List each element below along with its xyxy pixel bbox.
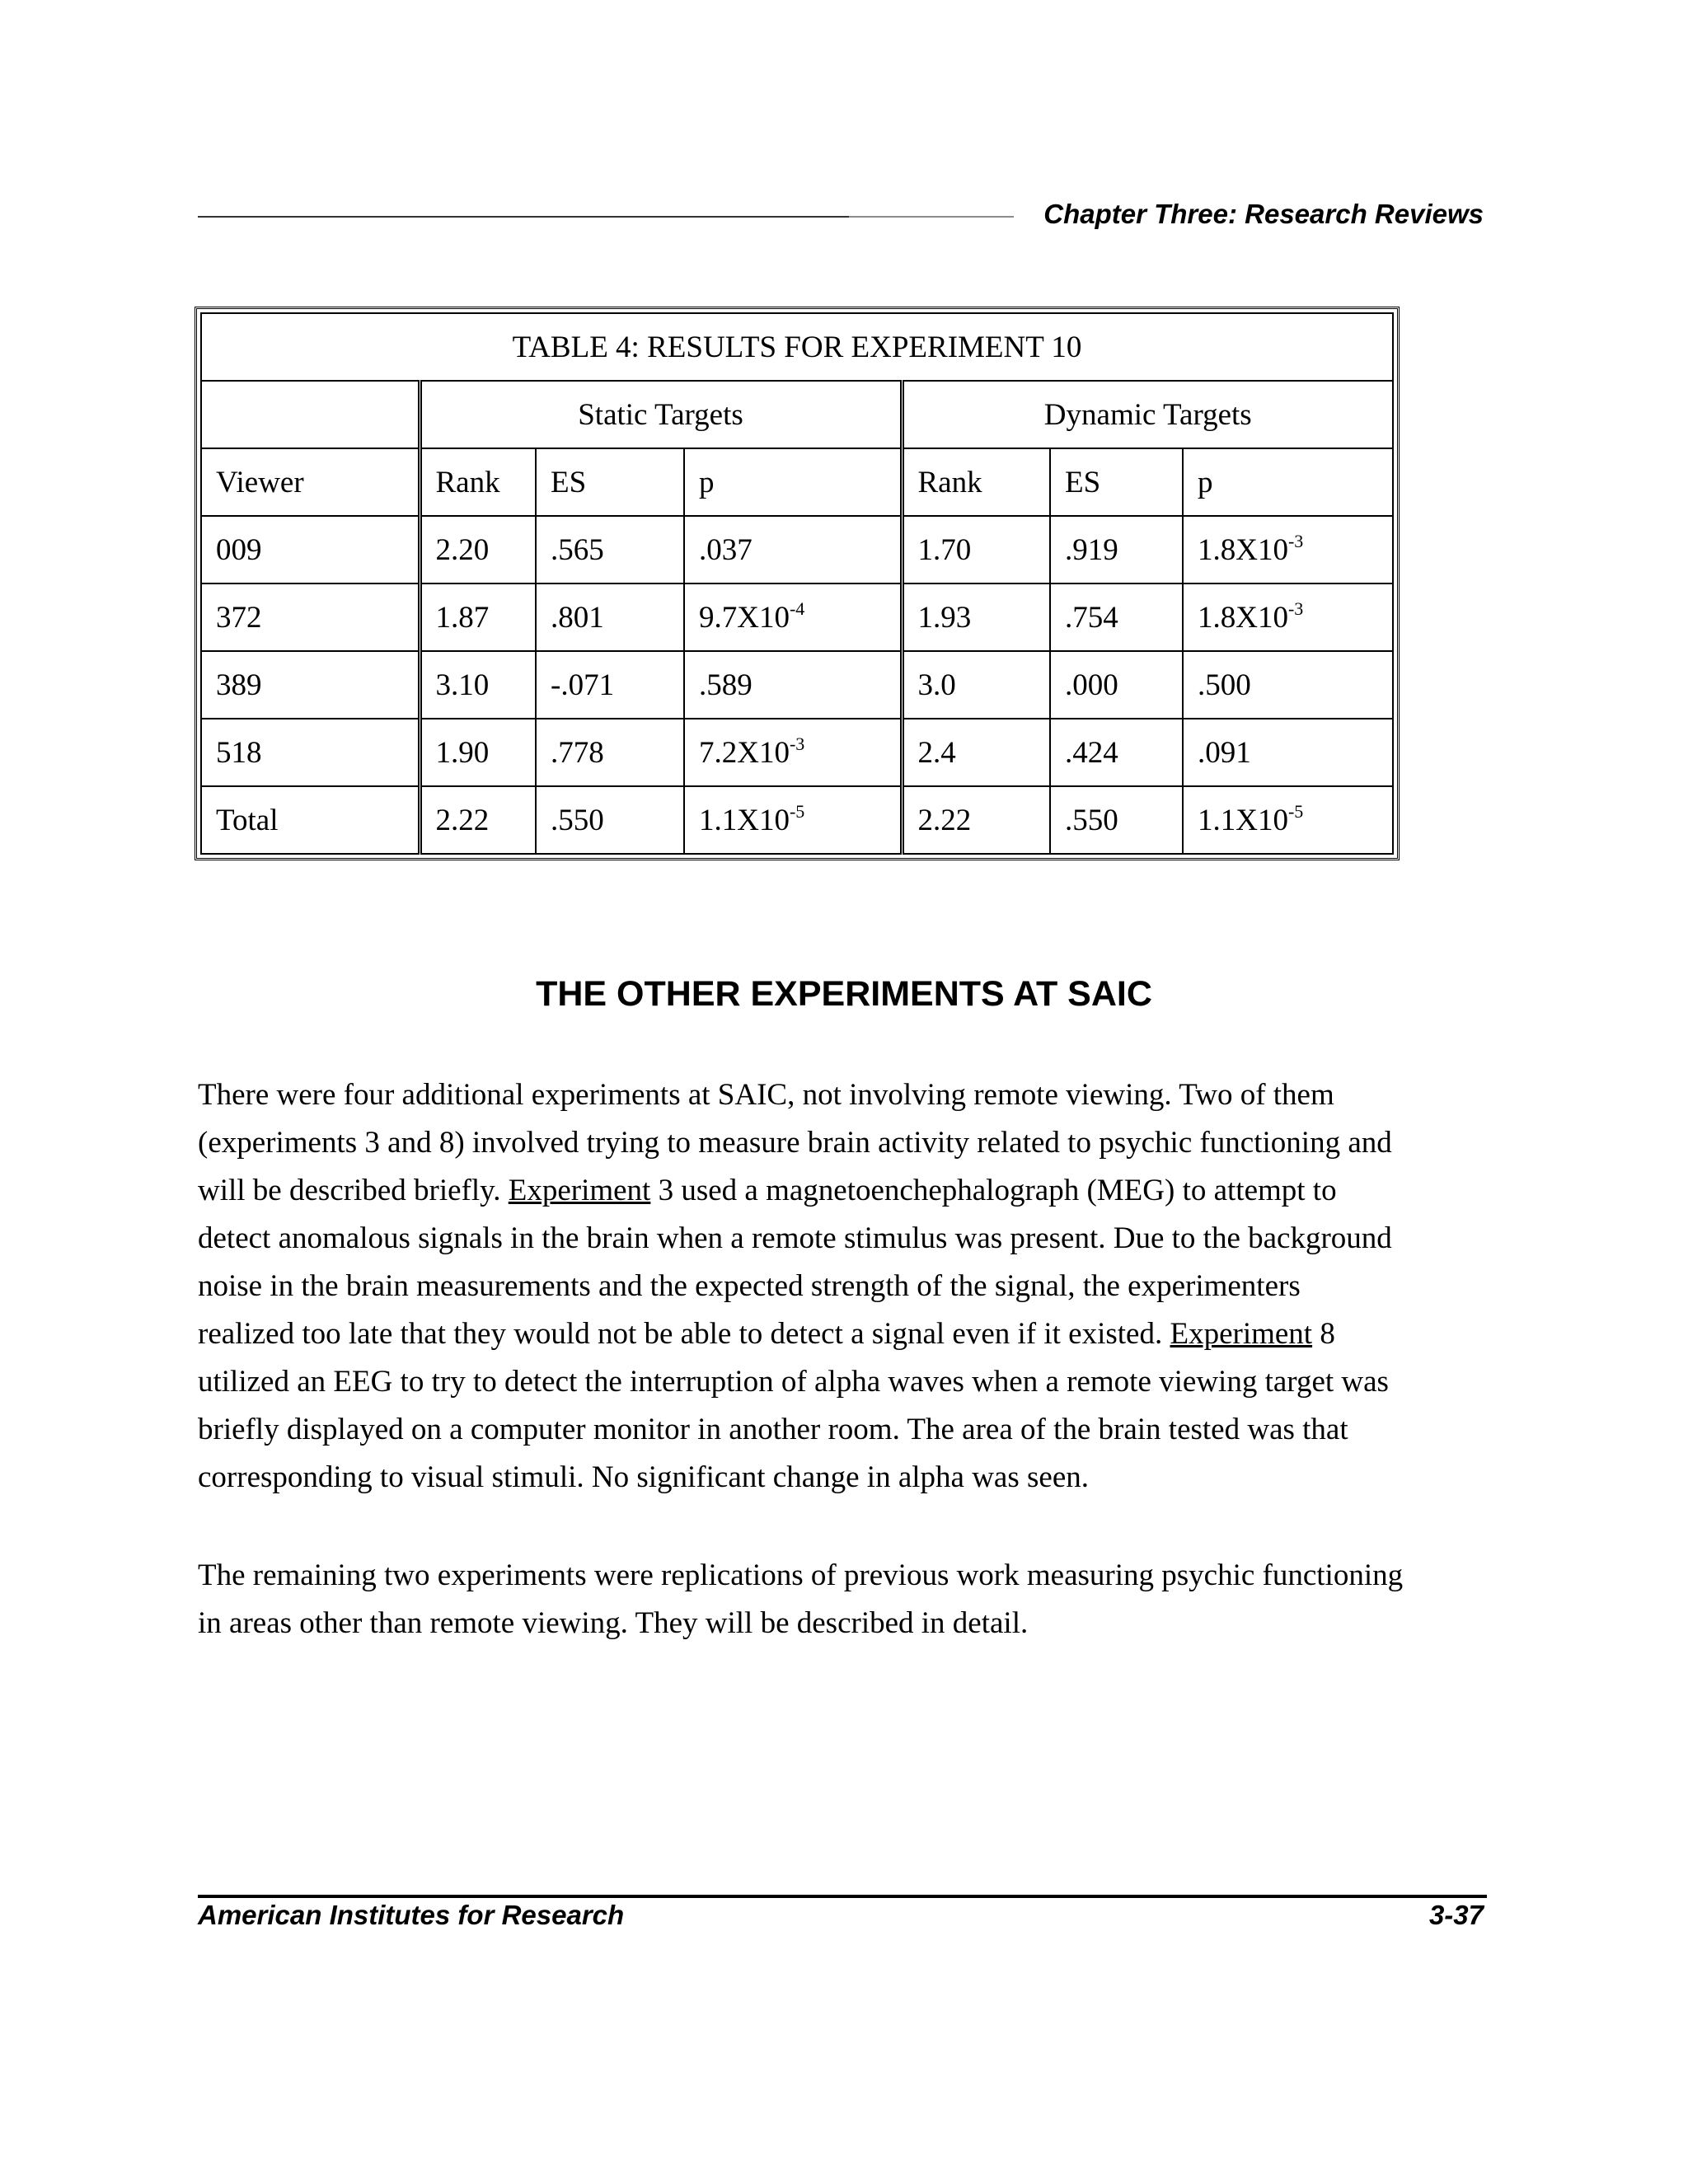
cell-dynamic-rank: 1.93 [902,583,1050,651]
line-text: 8 [1312,1317,1335,1351]
cell-dynamic-p [1183,516,1393,583]
cell-static-rank: 3.10 [420,651,536,719]
table-column-header-row [201,448,1393,516]
cell-static-rank: 2.20 [420,516,536,583]
cell-static-es: .801 [536,583,684,651]
p-exponent: -3 [1287,530,1304,551]
running-header-title: Chapter Three: Research Reviews [1043,199,1484,229]
table-row [201,516,1393,583]
line-text: realized too late that they would not be able to detect a signal even if it existed. [198,1317,1170,1351]
underlined-word: Experiment [1170,1317,1313,1351]
table-group-empty-cell [201,381,420,448]
p-mantissa: 1.1X10 [699,803,790,837]
paragraph-line: noise in the brain measurements and the expected strength of the signal, the experimenters [198,1269,1301,1303]
paragraph-line: corresponding to visual stimuli. No significant change in alpha was seen. [198,1460,1089,1494]
line-text: 3 used a magnetoenchephalograph (MEG) to attempt to [650,1174,1337,1207]
table-row-total [201,786,1393,854]
cell-dynamic-rank: 2.22 [902,786,1050,854]
p-mantissa: 9.7X10 [699,600,790,635]
col-header-static-es: ES [536,448,684,516]
section-heading: THE OTHER EXPERIMENTS AT SAIC [536,974,1152,1014]
results-table [200,312,1394,855]
cell-static-p [684,516,902,583]
cell-static-p [684,583,902,651]
cell-viewer: 009 [201,516,420,583]
results-table-frame [195,307,1400,860]
p-exponent: -4 [789,598,805,619]
underlined-word: Experiment [508,1174,651,1207]
col-header-static-rank: Rank [420,448,536,516]
p-mantissa: 1.8X10 [1198,532,1288,567]
cell-viewer: Total [201,786,420,854]
cell-dynamic-es: .550 [1050,786,1183,854]
cell-static-rank: 2.22 [420,786,536,854]
cell-dynamic-rank: 3.0 [902,651,1050,719]
table-row [201,583,1393,651]
p-exponent: -5 [789,800,805,822]
cell-dynamic-p [1183,786,1393,854]
cell-static-p [684,786,902,854]
p-mantissa: .091 [1198,735,1251,770]
header-rule-dark-segment [198,216,849,218]
cell-viewer: 389 [201,651,420,719]
cell-static-es: .778 [536,719,684,786]
cell-viewer: 372 [201,583,420,651]
body-paragraph-1 [198,1071,1517,1502]
footer-page-number: 3-37 [1428,1900,1484,1930]
line-text: will be described briefly. [198,1174,509,1207]
paragraph-line: The remaining two experiments were replications of previous work measuring psychic functioning [198,1558,1404,1592]
cell-dynamic-p [1183,719,1393,786]
table-row [201,651,1393,719]
cell-dynamic-rank: 1.70 [902,516,1050,583]
cell-static-rank: 1.87 [420,583,536,651]
table-title: TABLE 4: RESULTS FOR EXPERIMENT 10 [201,313,1393,381]
cell-dynamic-p [1183,583,1393,651]
footer-organization: American Institutes for Research [198,1900,625,1930]
cell-static-p [684,719,902,786]
paragraph-line: in areas other than remote viewing. They will be described in detail. [198,1606,1029,1640]
paragraph-line [198,1310,1517,1358]
paragraph-line: utilized an EEG to try to detect the interruption of alpha waves when a remote viewing target was [198,1365,1389,1399]
paragraph-line: briefly displayed on a computer monitor in another room. The area of the brain tested was that [198,1413,1348,1446]
table-title-row [201,313,1393,381]
col-header-dynamic-es: ES [1050,448,1183,516]
cell-dynamic-es: .754 [1050,583,1183,651]
footer-rule [198,1895,1487,1898]
p-mantissa: 7.2X10 [699,735,790,770]
col-header-dynamic-rank: Rank [902,448,1050,516]
cell-dynamic-es: .000 [1050,651,1183,719]
dynamic-targets-header: Dynamic Targets [902,381,1393,448]
paragraph-line: There were four additional experiments at SAIC, not involving remote viewing. Two of them [198,1078,1334,1112]
cell-static-es: .550 [536,786,684,854]
p-exponent: -3 [789,733,805,754]
paragraph-line [198,1167,1517,1215]
p-exponent: -5 [1287,800,1304,822]
p-mantissa: 1.1X10 [1198,803,1288,837]
cell-dynamic-p [1183,651,1393,719]
cell-dynamic-es: .919 [1050,516,1183,583]
body-paragraph-2 [198,1552,1517,1647]
cell-static-es: -.071 [536,651,684,719]
p-mantissa: .589 [699,668,753,702]
table-group-row [201,381,1393,448]
p-mantissa: .037 [699,532,753,567]
p-exponent: -3 [1287,598,1304,619]
cell-static-rank: 1.90 [420,719,536,786]
cell-dynamic-rank: 2.4 [902,719,1050,786]
paragraph-line: (experiments 3 and 8) involved trying to measure brain activity related to psychic functioning and [198,1126,1392,1160]
p-mantissa: 1.8X10 [1198,600,1288,635]
col-header-dynamic-p: p [1183,448,1393,516]
cell-dynamic-es: .424 [1050,719,1183,786]
col-header-viewer: Viewer [201,448,420,516]
table-row [201,719,1393,786]
p-mantissa: .500 [1198,668,1251,702]
paragraph-line: detect anomalous signals in the brain when a remote stimulus was present. Due to the background [198,1221,1392,1255]
cell-static-es: .565 [536,516,684,583]
static-targets-header: Static Targets [420,381,902,448]
cell-static-p [684,651,902,719]
col-header-static-p: p [684,448,902,516]
cell-viewer: 518 [201,719,420,786]
